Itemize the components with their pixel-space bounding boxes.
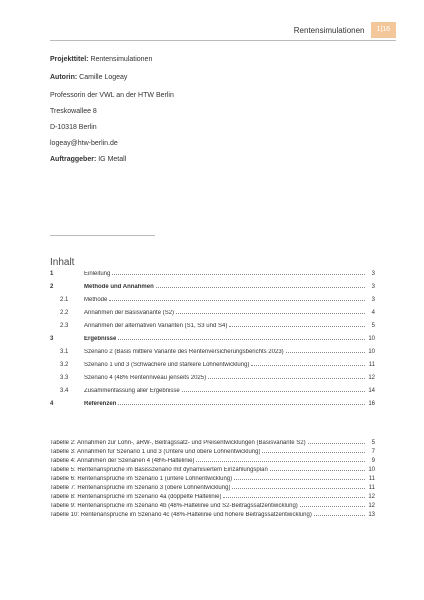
toc-entry-page: 10	[368, 336, 375, 342]
toc-entry-page: 3	[371, 284, 375, 290]
table-list-page: 9	[371, 458, 375, 464]
table-list-leader-dots	[300, 506, 365, 507]
table-list-leader-dots	[262, 452, 365, 453]
client-line	[50, 155, 380, 165]
toc-entry-number: 3.2	[60, 362, 69, 368]
toc-leader-dots	[286, 352, 365, 353]
table-list-label: Tabelle 3: Annahmen für Szenario 1 und 3 (Untere und obere Lohnentwicklung)	[50, 449, 261, 455]
toc-entry-number: 1	[50, 271, 54, 277]
client-value: IG Metall	[98, 156, 127, 163]
author-line	[50, 73, 380, 83]
toc-leader-dots	[156, 287, 365, 288]
toc-leader-dots	[208, 378, 365, 379]
toc-entry[interactable]	[50, 284, 375, 293]
toc-entry-page: 10	[368, 349, 375, 355]
toc-entry-number: 3.4	[60, 388, 69, 394]
table-list-entry[interactable]	[50, 476, 375, 485]
project-title-line	[50, 55, 380, 65]
table-list-page: 7	[371, 449, 375, 455]
author-value: Camille Logeay	[79, 74, 128, 81]
toc-leader-dots	[112, 274, 365, 275]
table-list-leader-dots	[314, 515, 365, 516]
project-title-label: Projekttitel:	[50, 56, 89, 63]
separator-rule	[50, 235, 155, 236]
toc-entry-page: 12	[368, 375, 375, 381]
toc-entry[interactable]	[50, 310, 375, 319]
table-list-entry[interactable]	[50, 494, 375, 503]
table-list-entry[interactable]	[50, 512, 375, 521]
toc-leader-dots	[176, 313, 365, 314]
table-list-label: Tabelle 5: Rentenansprüche im Basisszenario mit dynamisiertem Einzahlungsplan	[50, 467, 268, 473]
toc-leader-dots	[109, 300, 365, 301]
project-info	[50, 55, 380, 165]
toc-entry-label: Zusammenfassung aller Ergebnisse	[84, 388, 180, 394]
toc-entry-label: Annahmen der Basisvariante (S2)	[84, 310, 175, 316]
toc-entry-label: Szenario 2 (Basis mittlere Variante des Rentenversicherungsberichts 2023)	[84, 349, 284, 355]
running-header	[294, 22, 396, 38]
toc-leader-dots	[118, 404, 365, 405]
toc-entry-page: 5	[371, 323, 375, 329]
toc-entry[interactable]	[50, 297, 375, 306]
table-list-label: Tabelle 7: Rentenansprüche im Szenario 3 (obere Lohnentwicklung)	[50, 485, 231, 491]
table-list-label: Tabelle 8: Rentenansprüche im Szenario 4a (doppelte Haltelinie)	[50, 494, 222, 500]
table-list-label: Tabelle 2: Annahmen zur Lohn-, aRW-, Beitragssatz- und Preisentwicklungen (Basisvariante S2)	[50, 440, 306, 446]
toc-leader-dots	[182, 391, 365, 392]
header-rule	[50, 40, 396, 41]
table-list-entry[interactable]	[50, 467, 375, 476]
toc-entry[interactable]	[50, 336, 375, 345]
toc-entry-label: Methode und Annahmen	[84, 284, 154, 290]
toc-entry[interactable]	[50, 401, 375, 410]
city: D-10318 Berlin	[50, 124, 97, 131]
toc-entry-number: 2.2	[60, 310, 69, 316]
toc-entry-number: 3.1	[60, 349, 69, 355]
table-list-label: Tabelle 6: Rentenansprüche im Szenario 1 (untere Lohnentwicklung)	[50, 476, 233, 482]
table-list-label: Tabelle 9: Rentenansprüche im Szenario 4b (48%-Haltelinie und S2-Beitragssatzentwicklung)	[50, 503, 298, 509]
toc-entry-label: Einleitung	[84, 271, 111, 277]
table-list-page: 13	[368, 512, 375, 518]
toc-entry[interactable]	[50, 349, 375, 358]
table-list-leader-dots	[232, 488, 365, 489]
toc-entry-number: 3.3	[60, 375, 69, 381]
toc-entry-number: 4	[50, 401, 54, 407]
table-list-leader-dots	[234, 479, 365, 480]
toc-entry[interactable]	[50, 323, 375, 332]
page-number-badge: 1|16	[371, 22, 397, 38]
header-title: Rentensimulationen	[293, 25, 365, 35]
toc-entry-label: Referenzen	[84, 401, 117, 407]
toc-heading: Inhalt	[50, 257, 75, 268]
client-label: Auftraggeber:	[50, 156, 97, 163]
toc-entry-label: Annahmen der alternativen Varianten (S1, S3 und S4)	[84, 323, 228, 329]
table-list-entry[interactable]	[50, 449, 375, 458]
toc-entry-page: 16	[368, 401, 375, 407]
toc-entry-page: 3	[371, 271, 375, 277]
affiliation: Professorin der VWL an der HTW Berlin	[50, 92, 174, 99]
table-list-page: 11	[368, 476, 375, 482]
toc-leader-dots	[251, 365, 365, 366]
toc-entry-label: Szenario 1 und 3 (Schwächere und stärkere Lohnentwicklung)	[84, 362, 250, 368]
table-list-leader-dots	[308, 443, 365, 444]
project-title-value: Rentensimulationen	[90, 56, 153, 63]
toc-entry[interactable]	[50, 362, 375, 371]
table-list-entry[interactable]	[50, 485, 375, 494]
toc-entry-label: Szenario 4 (48% Rentenniveau jenseits 2025)	[84, 375, 207, 381]
table-list-leader-dots	[270, 470, 365, 471]
table-list-page: 12	[368, 494, 375, 500]
table-list-label: Tabelle 10: Rentenansprüche im Szenario 4c (48%-Haltelinie und höhere Beitragssatzentwicklung)	[50, 512, 312, 518]
toc-entry-label: Ergebnisse	[84, 336, 117, 342]
toc-entry[interactable]	[50, 388, 375, 397]
table-list-leader-dots	[196, 461, 365, 462]
toc-entry-page: 4	[371, 310, 375, 316]
table-list-entry[interactable]	[50, 440, 375, 449]
table-list-page: 11	[368, 485, 375, 491]
toc-entry-label: Methode	[84, 297, 108, 303]
table-list-page: 10	[368, 467, 375, 473]
toc-entry-number: 2.1	[60, 297, 69, 303]
table-of-contents	[50, 271, 375, 414]
toc-leader-dots	[229, 326, 365, 327]
toc-entry-number: 2.3	[60, 323, 69, 329]
toc-entry-number: 3	[50, 336, 54, 342]
toc-entry-page: 11	[368, 362, 375, 368]
table-list-label: Tabelle 4: Annahmen der Szenarien 4 (48%-Haltelinie)	[50, 458, 195, 464]
toc-entry-page: 14	[368, 388, 375, 394]
toc-entry[interactable]	[50, 375, 375, 384]
table-list-page: 12	[368, 503, 375, 509]
table-list-entry[interactable]	[50, 458, 375, 467]
toc-entry-page: 3	[371, 297, 375, 303]
toc-entry[interactable]	[50, 271, 375, 280]
table-list-page: 5	[371, 440, 375, 446]
toc-leader-dots	[118, 339, 365, 340]
list-of-tables	[50, 440, 375, 521]
toc-entry-number: 2	[50, 284, 54, 290]
email[interactable]: logeay@htw-berlin.de	[50, 140, 118, 147]
street: Treskowallee 8	[50, 108, 97, 115]
author-label: Autorin:	[50, 74, 78, 81]
table-list-entry[interactable]	[50, 503, 375, 512]
table-list-leader-dots	[223, 497, 365, 498]
